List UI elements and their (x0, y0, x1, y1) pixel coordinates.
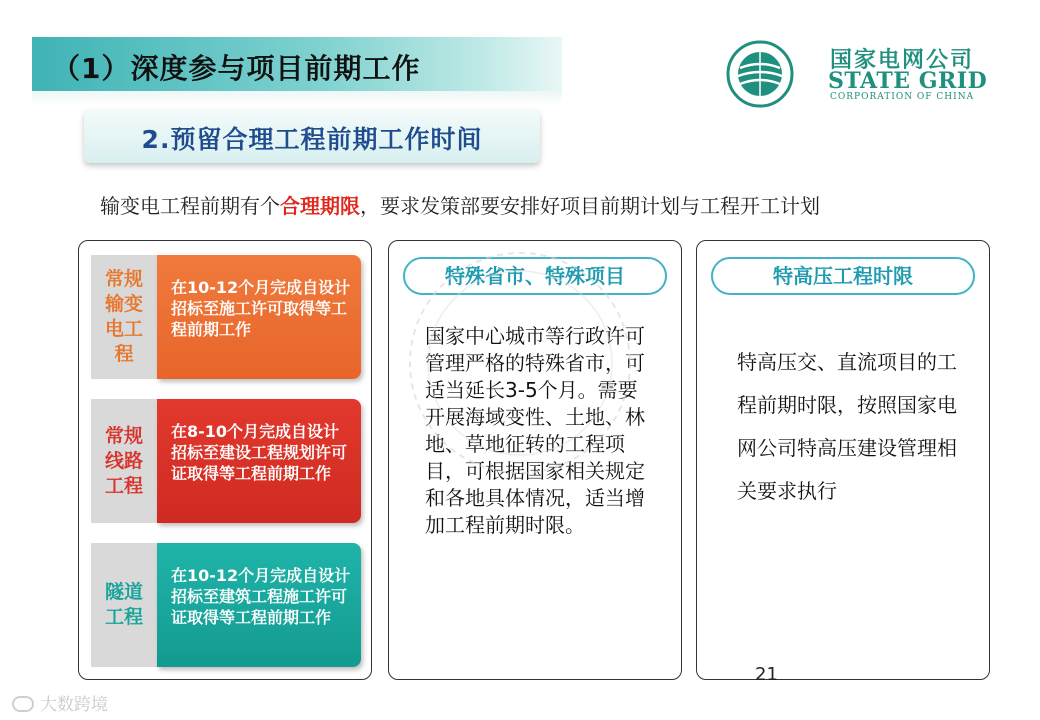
panel-text: 特高压交、直流项目的工程前期时限，按照国家电网公司特高压建设管理相关要求执行 (737, 350, 957, 503)
intro-highlight: 合理期限 (280, 194, 360, 218)
title-band (32, 37, 562, 91)
title-reflection (32, 91, 562, 105)
state-grid-logo (722, 38, 988, 108)
intro-after: ，要求发策部要安排好项目前期计划与工程开工计划 (360, 194, 820, 218)
globe-logo-icon (722, 38, 798, 108)
watermark-logo-icon (12, 696, 34, 712)
subtitle: 2.预留合理工程前期工作时间 (141, 125, 483, 154)
logo-name-cn: 国家电网公司 (830, 48, 975, 73)
panel-conventional-projects (78, 240, 372, 680)
panel-uhv-projects (696, 240, 990, 680)
logo-name-sub: CORPORATION OF CHINA (830, 92, 975, 102)
row-text: 在10-12个月完成自设计招标至建筑工程施工许可证取得等工程前期工作 (157, 543, 361, 667)
row-substation-project (91, 255, 361, 379)
row-tunnel-project (91, 543, 361, 667)
watermark-text: 大数跨境 (40, 695, 108, 715)
panel-special-regions (388, 240, 682, 680)
row-tag: 隧道工程 (91, 543, 157, 667)
row-text: 在10-12个月完成自设计招标至施工许可取得等工程前期工作 (157, 255, 361, 379)
panel-heading: 特殊省市、特殊项目 (403, 257, 667, 295)
subtitle-box (84, 109, 540, 163)
panel-text: 国家中心城市等行政许可管理严格的特殊省市，可适当延长3-5个月。需要开展海域变性、土地、林地、草地征转的工程项目，可根据国家相关规定和各地具体情况，适当增加工程前期时限。 (425, 324, 645, 537)
row-text: 在8-10个月完成自设计招标至建设工程规划许可证取得等工程前期工作 (157, 399, 361, 523)
watermark (12, 690, 108, 715)
row-tag: 常规输变电工程 (91, 255, 157, 379)
intro-before: 输变电工程前期有个 (100, 194, 280, 218)
row-line-project (91, 399, 361, 523)
page-title: （1）深度参与项目前期工作 (52, 52, 421, 85)
panel-heading: 特高压工程时限 (711, 257, 975, 295)
page-number: 21 (755, 664, 778, 685)
intro-sentence (100, 190, 820, 219)
row-tag: 常规线路工程 (91, 399, 157, 523)
logo-name-en: STATE GRID (828, 68, 988, 94)
